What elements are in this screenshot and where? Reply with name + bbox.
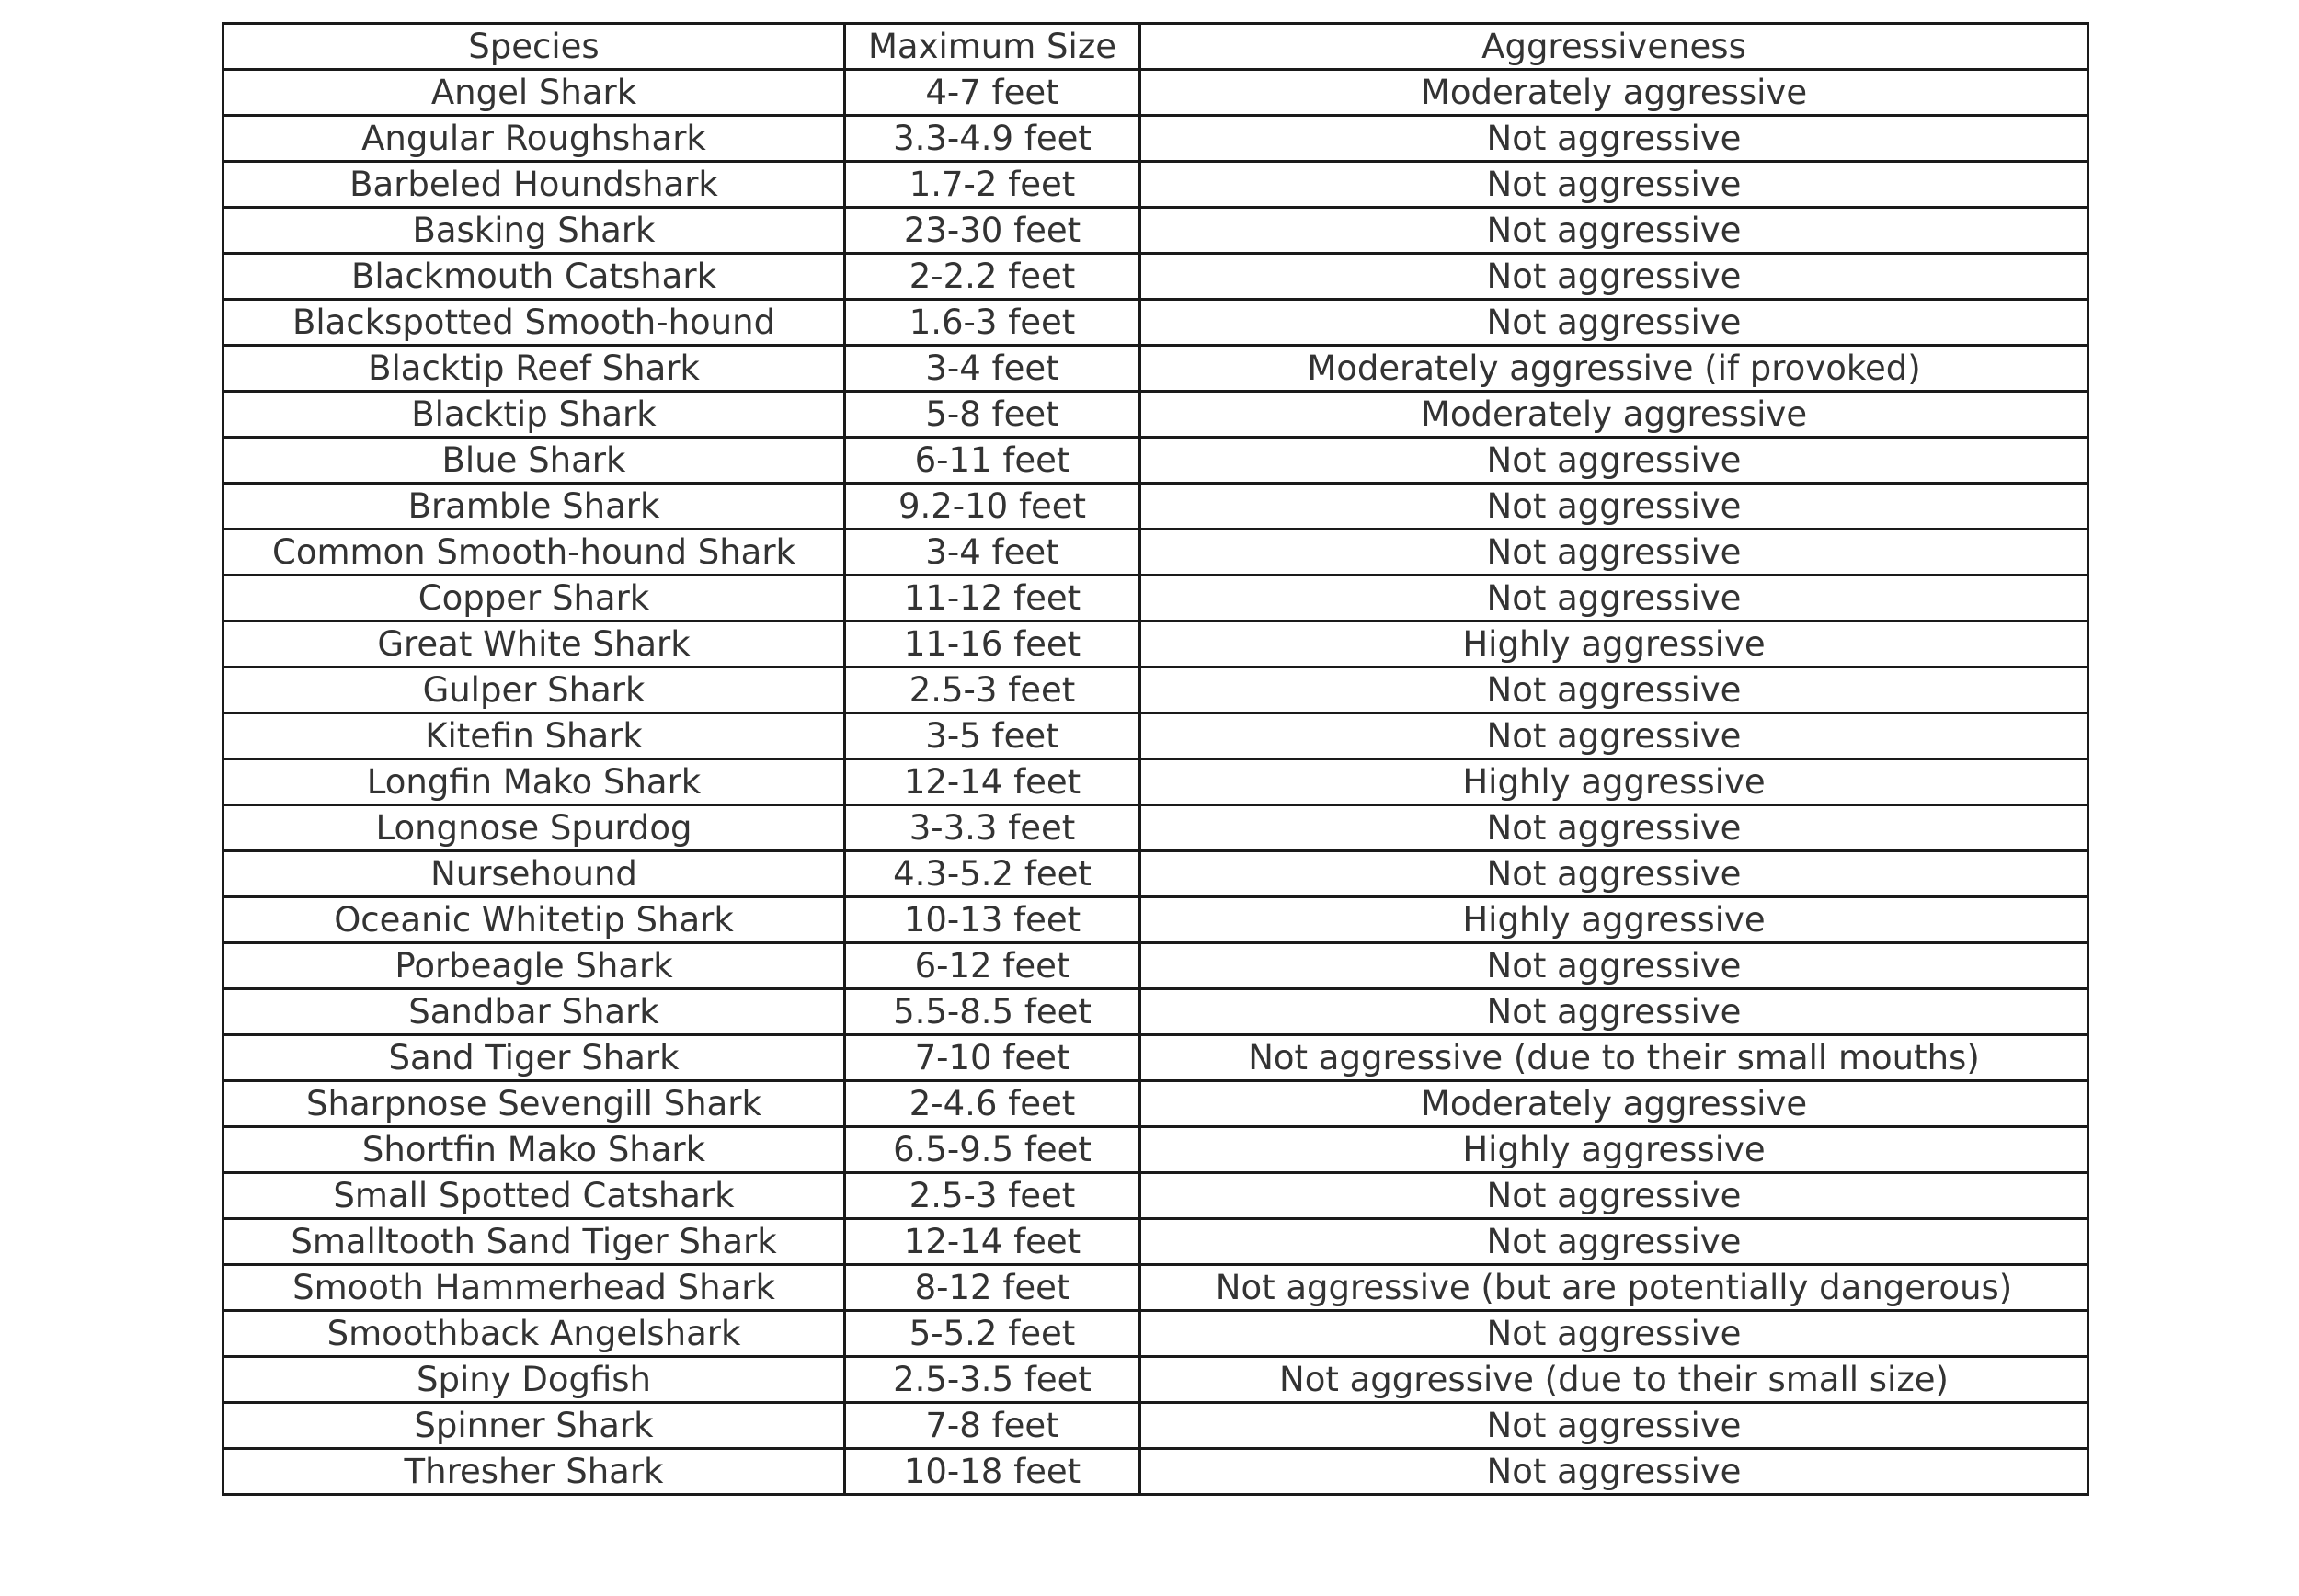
table-row — [223, 713, 2088, 759]
aggressiveness-cell: Not aggressive — [1140, 1173, 2088, 1219]
table-row — [223, 70, 2088, 116]
aggressiveness-cell: Not aggressive — [1140, 713, 2088, 759]
aggressiveness-cell: Not aggressive — [1140, 162, 2088, 208]
maximum-size-cell: 2-2.2 feet — [845, 254, 1140, 300]
table-row — [223, 1357, 2088, 1403]
species-cell: Blacktip Reef Shark — [223, 346, 845, 392]
header-species: Species — [223, 24, 845, 70]
maximum-size-cell: 6-11 feet — [845, 438, 1140, 484]
aggressiveness-cell: Not aggressive — [1140, 1219, 2088, 1265]
aggressiveness-cell: Not aggressive — [1140, 116, 2088, 162]
maximum-size-cell: 4.3-5.2 feet — [845, 851, 1140, 897]
species-cell: Sand Tiger Shark — [223, 1035, 845, 1081]
maximum-size-cell: 3-4 feet — [845, 530, 1140, 576]
header-row — [223, 24, 2088, 70]
species-cell: Kitefin Shark — [223, 713, 845, 759]
maximum-size-cell: 11-12 feet — [845, 576, 1140, 621]
species-cell: Spinner Shark — [223, 1403, 845, 1449]
table-row — [223, 1449, 2088, 1495]
maximum-size-cell: 5.5-8.5 feet — [845, 989, 1140, 1035]
species-cell: Blacktip Shark — [223, 392, 845, 438]
species-cell: Smalltooth Sand Tiger Shark — [223, 1219, 845, 1265]
species-cell: Oceanic Whitetip Shark — [223, 897, 845, 943]
species-cell: Thresher Shark — [223, 1449, 845, 1495]
table-body — [223, 24, 2088, 1495]
shark-table-container — [222, 22, 2087, 1496]
species-cell: Longnose Spurdog — [223, 805, 845, 851]
species-cell: Blackspotted Smooth-hound — [223, 300, 845, 346]
species-cell: Porbeagle Shark — [223, 943, 845, 989]
species-cell: Great White Shark — [223, 621, 845, 667]
species-cell: Smooth Hammerhead Shark — [223, 1265, 845, 1311]
species-cell: Smoothback Angelshark — [223, 1311, 845, 1357]
aggressiveness-cell: Moderately aggressive (if provoked) — [1140, 346, 2088, 392]
aggressiveness-cell: Not aggressive (due to their small mouths) — [1140, 1035, 2088, 1081]
maximum-size-cell: 12-14 feet — [845, 1219, 1140, 1265]
aggressiveness-cell: Highly aggressive — [1140, 1127, 2088, 1173]
table-row — [223, 392, 2088, 438]
maximum-size-cell: 8-12 feet — [845, 1265, 1140, 1311]
table-row — [223, 530, 2088, 576]
aggressiveness-cell: Not aggressive — [1140, 989, 2088, 1035]
maximum-size-cell: 3-5 feet — [845, 713, 1140, 759]
table-row — [223, 162, 2088, 208]
maximum-size-cell: 1.6-3 feet — [845, 300, 1140, 346]
maximum-size-cell: 10-13 feet — [845, 897, 1140, 943]
maximum-size-cell: 2.5-3 feet — [845, 667, 1140, 713]
table-row — [223, 851, 2088, 897]
aggressiveness-cell: Not aggressive — [1140, 805, 2088, 851]
species-cell: Angular Roughshark — [223, 116, 845, 162]
aggressiveness-cell: Moderately aggressive — [1140, 70, 2088, 116]
table-row — [223, 1173, 2088, 1219]
species-cell: Blue Shark — [223, 438, 845, 484]
maximum-size-cell: 9.2-10 feet — [845, 484, 1140, 530]
species-cell: Basking Shark — [223, 208, 845, 254]
maximum-size-cell: 6.5-9.5 feet — [845, 1127, 1140, 1173]
aggressiveness-cell: Not aggressive — [1140, 576, 2088, 621]
species-cell: Longfin Mako Shark — [223, 759, 845, 805]
aggressiveness-cell: Not aggressive — [1140, 254, 2088, 300]
aggressiveness-cell: Not aggressive — [1140, 1311, 2088, 1357]
species-cell: Common Smooth-hound Shark — [223, 530, 845, 576]
maximum-size-cell: 5-8 feet — [845, 392, 1140, 438]
aggressiveness-cell: Not aggressive (but are potentially dangerous) — [1140, 1265, 2088, 1311]
table-row — [223, 667, 2088, 713]
maximum-size-cell: 2-4.6 feet — [845, 1081, 1140, 1127]
table-row — [223, 208, 2088, 254]
aggressiveness-cell: Not aggressive — [1140, 851, 2088, 897]
species-cell: Angel Shark — [223, 70, 845, 116]
table-row — [223, 300, 2088, 346]
maximum-size-cell: 6-12 feet — [845, 943, 1140, 989]
maximum-size-cell: 2.5-3.5 feet — [845, 1357, 1140, 1403]
maximum-size-cell: 7-8 feet — [845, 1403, 1140, 1449]
maximum-size-cell: 2.5-3 feet — [845, 1173, 1140, 1219]
species-cell: Bramble Shark — [223, 484, 845, 530]
table-row — [223, 484, 2088, 530]
table-row — [223, 989, 2088, 1035]
maximum-size-cell: 4-7 feet — [845, 70, 1140, 116]
table-row — [223, 254, 2088, 300]
aggressiveness-cell: Highly aggressive — [1140, 897, 2088, 943]
table-row — [223, 116, 2088, 162]
species-cell: Shortfin Mako Shark — [223, 1127, 845, 1173]
aggressiveness-cell: Not aggressive — [1140, 1449, 2088, 1495]
table-row — [223, 1219, 2088, 1265]
table-row — [223, 943, 2088, 989]
header-aggressiveness: Aggressiveness — [1140, 24, 2088, 70]
species-cell: Spiny Dogfish — [223, 1357, 845, 1403]
maximum-size-cell: 10-18 feet — [845, 1449, 1140, 1495]
table-row — [223, 759, 2088, 805]
maximum-size-cell: 3.3-4.9 feet — [845, 116, 1140, 162]
table-row — [223, 1035, 2088, 1081]
aggressiveness-cell: Not aggressive — [1140, 438, 2088, 484]
table-row — [223, 576, 2088, 621]
aggressiveness-cell: Not aggressive (due to their small size) — [1140, 1357, 2088, 1403]
table-row — [223, 1081, 2088, 1127]
table-row — [223, 438, 2088, 484]
maximum-size-cell: 7-10 feet — [845, 1035, 1140, 1081]
table-row — [223, 1311, 2088, 1357]
aggressiveness-cell: Highly aggressive — [1140, 759, 2088, 805]
table-row — [223, 346, 2088, 392]
table-row — [223, 1403, 2088, 1449]
maximum-size-cell: 11-16 feet — [845, 621, 1140, 667]
header-maximum-size: Maximum Size — [845, 24, 1140, 70]
species-cell: Sharpnose Sevengill Shark — [223, 1081, 845, 1127]
aggressiveness-cell: Not aggressive — [1140, 300, 2088, 346]
aggressiveness-cell: Highly aggressive — [1140, 621, 2088, 667]
aggressiveness-cell: Not aggressive — [1140, 667, 2088, 713]
maximum-size-cell: 3-3.3 feet — [845, 805, 1140, 851]
species-cell: Small Spotted Catshark — [223, 1173, 845, 1219]
species-cell: Sandbar Shark — [223, 989, 845, 1035]
aggressiveness-cell: Not aggressive — [1140, 208, 2088, 254]
aggressiveness-cell: Not aggressive — [1140, 484, 2088, 530]
species-cell: Gulper Shark — [223, 667, 845, 713]
aggressiveness-cell: Not aggressive — [1140, 1403, 2088, 1449]
aggressiveness-cell: Moderately aggressive — [1140, 1081, 2088, 1127]
maximum-size-cell: 1.7-2 feet — [845, 162, 1140, 208]
species-cell: Copper Shark — [223, 576, 845, 621]
maximum-size-cell: 5-5.2 feet — [845, 1311, 1140, 1357]
aggressiveness-cell: Not aggressive — [1140, 530, 2088, 576]
table-row — [223, 805, 2088, 851]
maximum-size-cell: 3-4 feet — [845, 346, 1140, 392]
aggressiveness-cell: Not aggressive — [1140, 943, 2088, 989]
species-cell: Blackmouth Catshark — [223, 254, 845, 300]
table-row — [223, 621, 2088, 667]
table-row — [223, 1127, 2088, 1173]
maximum-size-cell: 23-30 feet — [845, 208, 1140, 254]
table-row — [223, 1265, 2088, 1311]
species-cell: Nursehound — [223, 851, 845, 897]
maximum-size-cell: 12-14 feet — [845, 759, 1140, 805]
table-row — [223, 897, 2088, 943]
species-cell: Barbeled Houndshark — [223, 162, 845, 208]
aggressiveness-cell: Moderately aggressive — [1140, 392, 2088, 438]
shark-table — [222, 22, 2089, 1496]
